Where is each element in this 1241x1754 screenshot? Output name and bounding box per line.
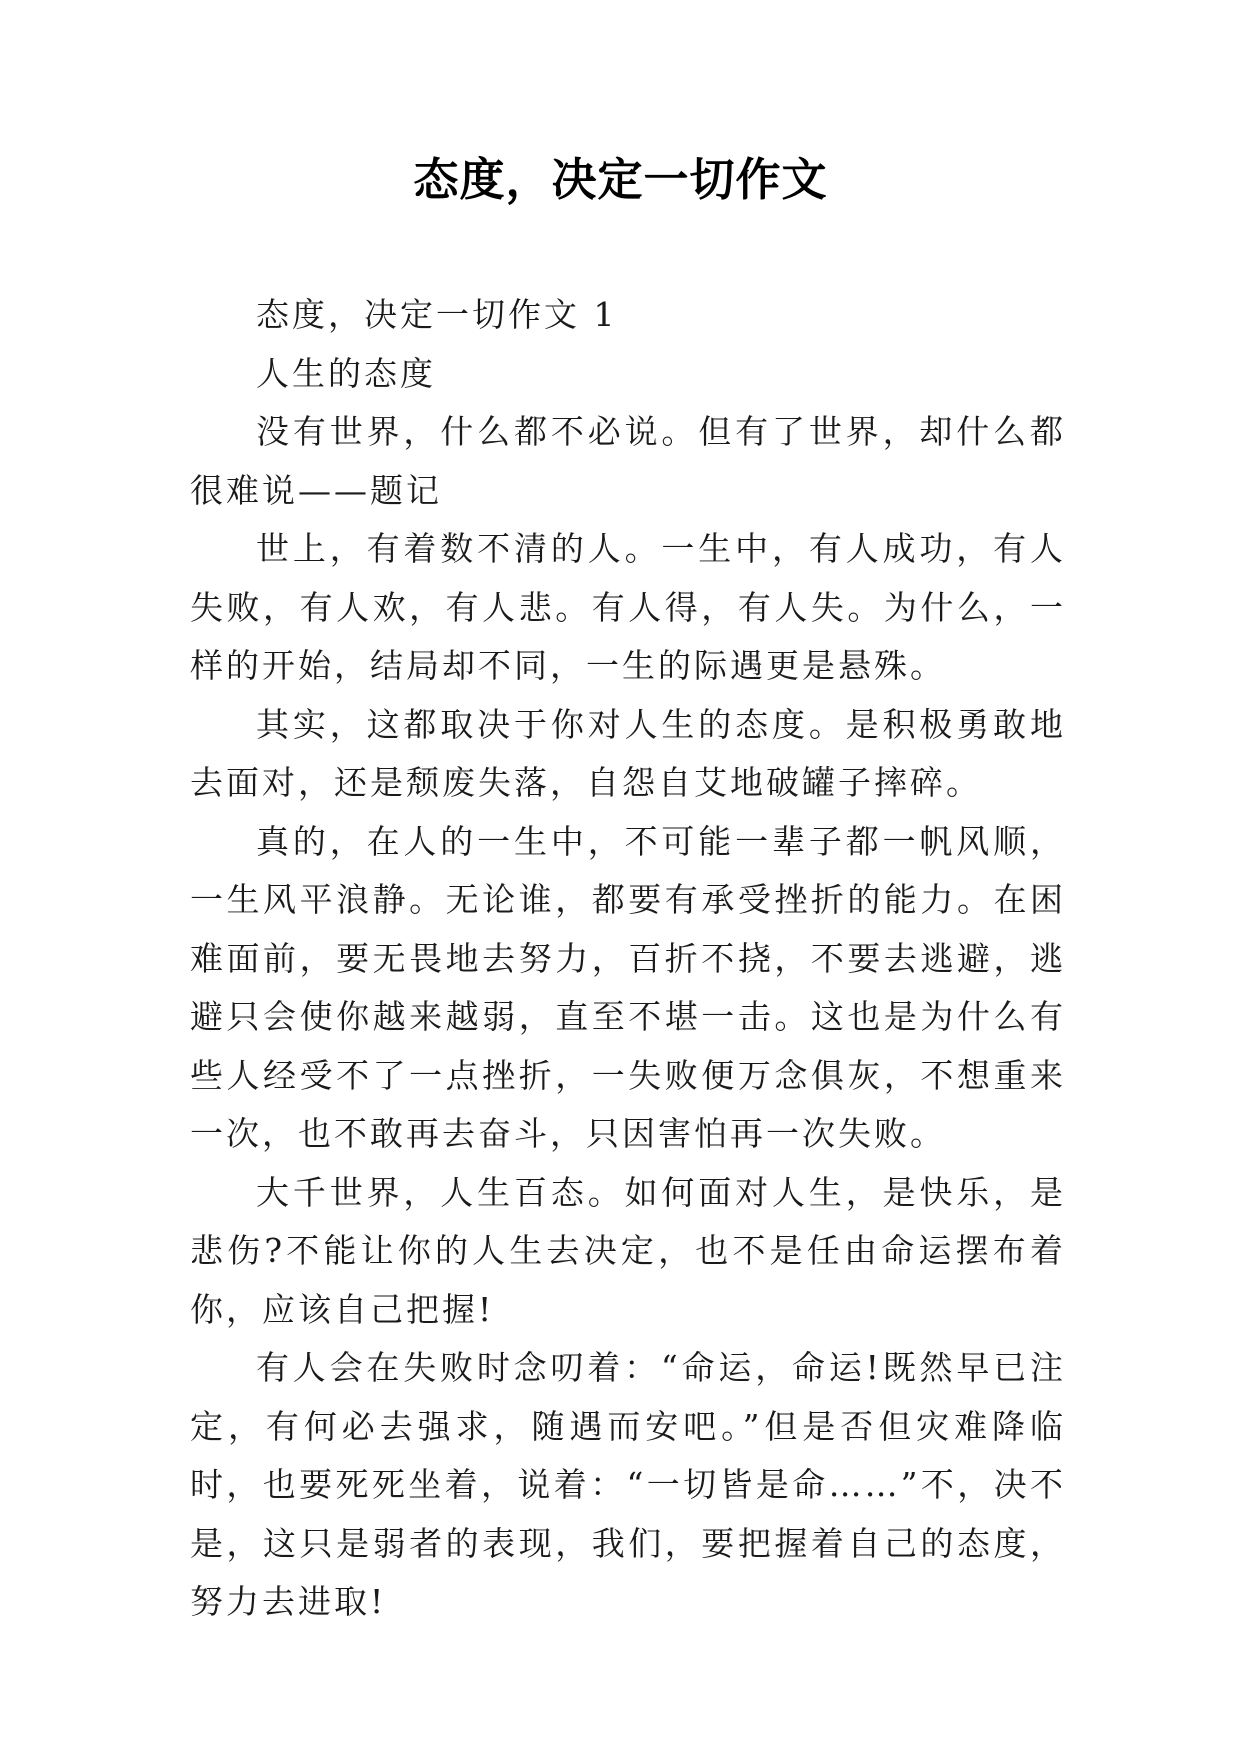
- document-title: 态度，决定一切作文: [413, 153, 828, 206]
- essay-title: 人生的态度: [256, 353, 436, 393]
- document-body: [190, 286, 1066, 1632]
- paragraph: 真的，在人的一生中，不可能一辈子都一帆风顺，一生风平浪静。无论谁，都要有承受挫折的能力。在困难面前，要无畏地去努力，百折不挠，不要去逃避，逃避只会使你越来越弱，直至不堪一击。这也是为什么有些人经受不了一点挫折，一失败便万念俱灰，不想重来一次，也不敢再去奋斗，只因害怕再一次失败。: [190, 821, 1066, 1153]
- paragraph: 世上，有着数不清的人。一生中，有人成功，有人失败，有人欢，有人悲。有人得，有人失。为什么，一样的开始，结局却不同，一生的际遇更是悬殊。: [190, 529, 1066, 685]
- paragraph: 有人会在失败时念叨着：“命运，命运!既然早已注定，有何必去强求，随遇而安吧。”但是否但灾难降临时，也要死死坐着，说着：“一切皆是命……”不，决不是，这只是弱者的表现，我们，要把握着自己的态度，努力去进取!: [190, 1348, 1066, 1621]
- paragraph: 大千世界，人生百态。如何面对人生，是快乐，是悲伤?不能让你的人生去决定，也不是任由命运摆布着你，应该自己把握!: [190, 1172, 1066, 1329]
- paragraph: 其实，这都取决于你对人生的态度。是积极勇敢地去面对，还是颓废失落，自怨自艾地破罐子摔碎。: [190, 704, 1066, 802]
- section-heading: 态度，决定一切作文 1: [256, 295, 618, 334]
- paragraph-epigraph: 没有世界，什么都不必说。但有了世界，却什么都很难说——题记: [190, 412, 1066, 510]
